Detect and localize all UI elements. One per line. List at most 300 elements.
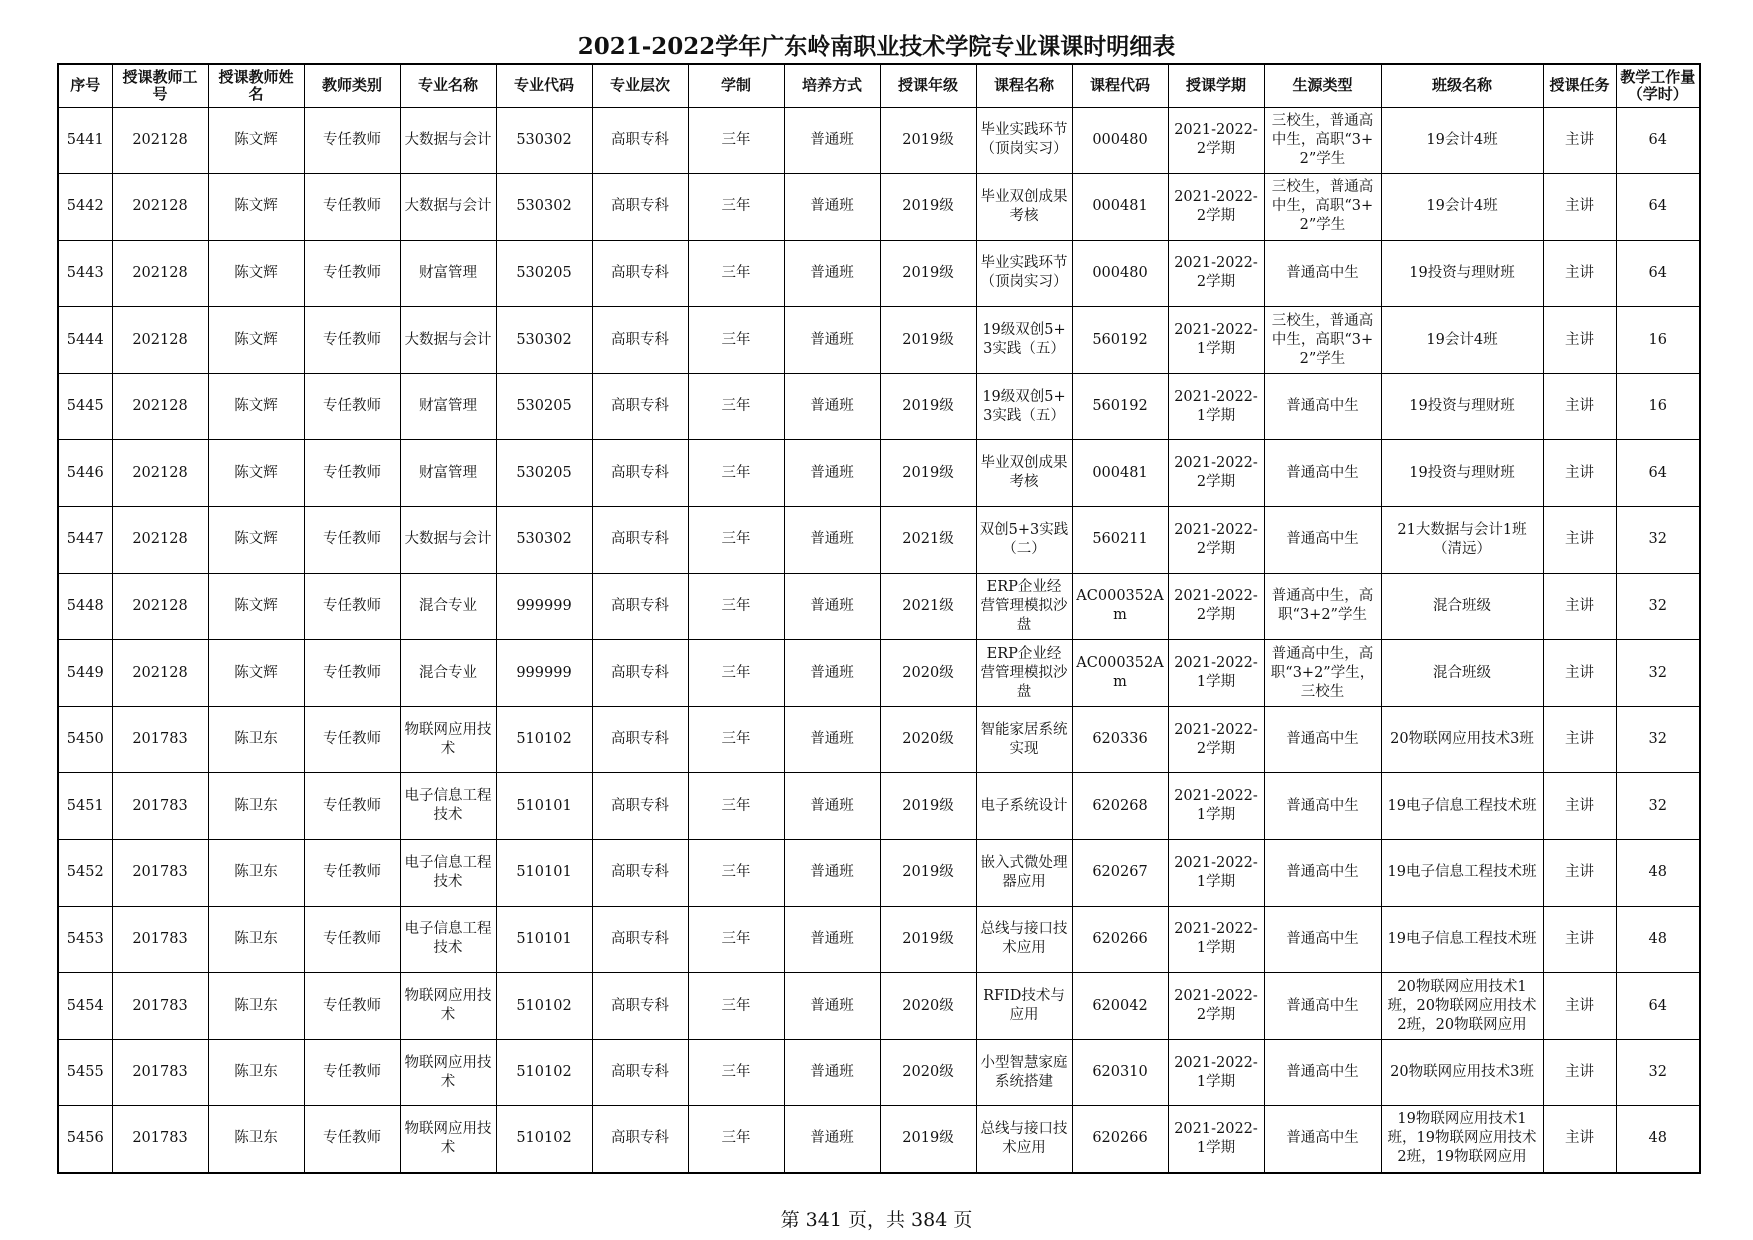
table-cell bbox=[1381, 240, 1543, 307]
table-cell bbox=[592, 906, 688, 973]
table-cell bbox=[784, 840, 880, 907]
table-cell bbox=[1381, 107, 1543, 174]
table-cell bbox=[1264, 107, 1381, 174]
cell-text: 专任教师 bbox=[323, 997, 381, 1014]
table-cell bbox=[400, 640, 496, 707]
table-cell bbox=[880, 507, 976, 574]
table-cell bbox=[1616, 1039, 1700, 1106]
table-cell bbox=[1168, 507, 1264, 574]
table-cell bbox=[592, 307, 688, 374]
cell-text: 物联网应用技术 bbox=[404, 988, 492, 1024]
cell-text: 高职专科 bbox=[611, 997, 669, 1014]
table-cell bbox=[976, 573, 1072, 640]
table-cell bbox=[880, 1039, 976, 1106]
cell-text: 物联网应用技术 bbox=[404, 721, 492, 757]
table-cell bbox=[1616, 706, 1700, 773]
column-header: 生源类型 bbox=[1264, 64, 1381, 107]
table-cell bbox=[58, 773, 112, 840]
table-cell bbox=[58, 840, 112, 907]
table-cell bbox=[1168, 307, 1264, 374]
table-cell bbox=[1381, 1039, 1543, 1106]
table-cell bbox=[1381, 640, 1543, 707]
cell-text: 智能家居系统实现 bbox=[980, 721, 1068, 757]
table-row bbox=[58, 1039, 1700, 1106]
table-cell bbox=[58, 706, 112, 773]
column-header: 授课任务 bbox=[1543, 64, 1616, 107]
table-cell bbox=[1381, 706, 1543, 773]
table-cell bbox=[976, 440, 1072, 507]
cell-text: 陈卫东 bbox=[234, 731, 278, 748]
cell-text: 510102 bbox=[516, 997, 572, 1014]
cell-text: 主讲 bbox=[1565, 1064, 1594, 1081]
table-cell bbox=[1543, 706, 1616, 773]
table-cell bbox=[208, 840, 304, 907]
cell-text: 普通班 bbox=[810, 930, 854, 947]
cell-text: 999999 bbox=[516, 597, 572, 614]
cell-text: 主讲 bbox=[1565, 131, 1594, 148]
table-cell bbox=[496, 1039, 592, 1106]
cell-text: 620268 bbox=[1092, 797, 1148, 814]
cell-text: 专任教师 bbox=[323, 131, 381, 148]
table-cell bbox=[112, 107, 208, 174]
table-cell bbox=[1072, 174, 1168, 241]
table-cell bbox=[880, 107, 976, 174]
table-cell bbox=[1072, 1039, 1168, 1106]
table-cell bbox=[1543, 107, 1616, 174]
cell-text: 201783 bbox=[132, 797, 188, 814]
cell-text: 201783 bbox=[132, 930, 188, 947]
cell-text: 主讲 bbox=[1565, 997, 1594, 1014]
cell-text: 32 bbox=[1648, 731, 1667, 748]
table-cell bbox=[1072, 706, 1168, 773]
table-cell bbox=[208, 773, 304, 840]
cell-text: 000480 bbox=[1092, 131, 1148, 148]
table-cell bbox=[1381, 840, 1543, 907]
table-cell bbox=[688, 640, 784, 707]
cell-text: 小型智慧家庭系统搭建 bbox=[980, 1054, 1068, 1090]
cell-text: 高职专科 bbox=[611, 198, 669, 215]
cell-text: 陈文辉 bbox=[234, 664, 278, 681]
cell-text: 64 bbox=[1648, 464, 1667, 481]
cell-text: 202128 bbox=[132, 398, 188, 415]
cell-text: 三年 bbox=[721, 797, 751, 814]
table-cell bbox=[496, 307, 592, 374]
table-cell bbox=[784, 706, 880, 773]
table-cell bbox=[496, 840, 592, 907]
cell-text: 三年 bbox=[721, 1130, 751, 1147]
table-cell bbox=[1168, 1039, 1264, 1106]
table-cell bbox=[304, 307, 400, 374]
cell-text: 普通班 bbox=[810, 997, 854, 1014]
table-cell bbox=[208, 307, 304, 374]
cell-text: 2019级 bbox=[902, 1130, 954, 1147]
table-cell bbox=[1168, 240, 1264, 307]
cell-text: 普通班 bbox=[810, 1130, 854, 1147]
cell-text: 64 bbox=[1648, 198, 1667, 215]
cell-text: 普通高中生 bbox=[1286, 398, 1359, 415]
cell-text: 普通班 bbox=[810, 1064, 854, 1081]
table-cell bbox=[400, 1039, 496, 1106]
cell-text: 财富管理 bbox=[419, 464, 477, 481]
cell-text: 主讲 bbox=[1565, 930, 1594, 947]
table-cell bbox=[58, 440, 112, 507]
cell-text: AC000352Am bbox=[1076, 588, 1164, 624]
table-cell bbox=[112, 373, 208, 440]
table-cell bbox=[592, 973, 688, 1040]
table-cell bbox=[688, 1106, 784, 1173]
cell-text: 三年 bbox=[721, 664, 751, 681]
column-header: 学制 bbox=[688, 64, 784, 107]
cell-text: ERP企业经营管理模拟沙盘 bbox=[980, 578, 1068, 633]
table-cell bbox=[880, 240, 976, 307]
cell-text: 陈文辉 bbox=[234, 331, 278, 348]
cell-text: 2021-2022-2学期 bbox=[1174, 588, 1258, 624]
table-cell bbox=[592, 373, 688, 440]
cell-text: 主讲 bbox=[1565, 731, 1594, 748]
table-cell bbox=[400, 773, 496, 840]
cell-text: 电子信息工程技术 bbox=[404, 788, 492, 824]
table-cell bbox=[880, 1106, 976, 1173]
cell-text: 2019级 bbox=[902, 264, 954, 281]
cell-text: 高职专科 bbox=[611, 664, 669, 681]
table-cell bbox=[976, 373, 1072, 440]
table-cell bbox=[1168, 573, 1264, 640]
table-cell bbox=[1543, 373, 1616, 440]
table-cell bbox=[496, 973, 592, 1040]
cell-text: 普通高中生 bbox=[1286, 1064, 1359, 1081]
cell-text: 主讲 bbox=[1565, 198, 1594, 215]
table-cell bbox=[1168, 373, 1264, 440]
cell-text: 陈文辉 bbox=[234, 264, 278, 281]
page-title: 2021-2022学年广东岭南职业技术学院专业课课时明细表 bbox=[577, 33, 1176, 60]
table-cell bbox=[58, 307, 112, 374]
table-cell bbox=[496, 373, 592, 440]
cell-text: 专任教师 bbox=[323, 664, 381, 681]
cell-text: 510101 bbox=[516, 930, 572, 947]
cell-text: 三年 bbox=[721, 131, 751, 148]
table-cell bbox=[976, 906, 1072, 973]
cell-text: 三年 bbox=[721, 464, 751, 481]
cell-text: 560211 bbox=[1092, 531, 1148, 548]
cell-text: 三年 bbox=[721, 264, 751, 281]
table-cell bbox=[688, 773, 784, 840]
cell-text: 专任教师 bbox=[323, 331, 381, 348]
cell-text: 5454 bbox=[66, 997, 104, 1014]
table-cell bbox=[784, 373, 880, 440]
table-row bbox=[58, 507, 1700, 574]
cell-text: 201783 bbox=[132, 864, 188, 881]
cell-text: 32 bbox=[1648, 664, 1667, 681]
table-cell bbox=[304, 973, 400, 1040]
cell-text: 高职专科 bbox=[611, 331, 669, 348]
table-cell bbox=[208, 573, 304, 640]
table-cell bbox=[688, 1039, 784, 1106]
table-row bbox=[58, 440, 1700, 507]
cell-text: 2020级 bbox=[902, 1064, 954, 1081]
table-cell bbox=[976, 973, 1072, 1040]
cell-text: 三年 bbox=[721, 997, 751, 1014]
cell-text: 总线与接口技术应用 bbox=[980, 921, 1068, 957]
table-cell bbox=[1381, 373, 1543, 440]
table-cell bbox=[58, 507, 112, 574]
table-row bbox=[58, 840, 1700, 907]
column-header: 专业名称 bbox=[400, 64, 496, 107]
table-cell bbox=[880, 840, 976, 907]
cell-text: 5451 bbox=[66, 797, 104, 814]
cell-text: 5452 bbox=[66, 864, 104, 881]
table-cell bbox=[112, 174, 208, 241]
column-header: 班级名称 bbox=[1381, 64, 1543, 107]
cell-text: 混合班级 bbox=[1433, 664, 1491, 681]
table-cell bbox=[976, 706, 1072, 773]
table-cell bbox=[1381, 307, 1543, 374]
table-cell bbox=[784, 507, 880, 574]
cell-text: 陈卫东 bbox=[234, 797, 278, 814]
cell-text: 20物联网应用技术1班，20物联网应用技术2班，20物联网应用 bbox=[1387, 978, 1537, 1033]
table-row bbox=[58, 307, 1700, 374]
cell-text: 202128 bbox=[132, 331, 188, 348]
cell-text: 2021-2022-2学期 bbox=[1174, 455, 1258, 491]
cell-text: 999999 bbox=[516, 664, 572, 681]
cell-text: 510102 bbox=[516, 1130, 572, 1147]
table-cell bbox=[880, 174, 976, 241]
cell-text: 2019级 bbox=[902, 398, 954, 415]
column-header: 教师类别 bbox=[304, 64, 400, 107]
course-hours-table bbox=[57, 63, 1701, 1174]
cell-text: 202128 bbox=[132, 597, 188, 614]
table-cell bbox=[784, 573, 880, 640]
table-row bbox=[58, 174, 1700, 241]
cell-text: 毕业实践环节（顶岗实习） bbox=[980, 255, 1068, 291]
cell-text: 财富管理 bbox=[419, 398, 477, 415]
cell-text: 000480 bbox=[1092, 264, 1148, 281]
cell-text: 专任教师 bbox=[323, 1064, 381, 1081]
cell-text: 620042 bbox=[1092, 997, 1148, 1014]
table-cell bbox=[1264, 573, 1381, 640]
table-cell bbox=[976, 107, 1072, 174]
cell-text: 专任教师 bbox=[323, 464, 381, 481]
table-cell bbox=[58, 373, 112, 440]
table-cell bbox=[592, 706, 688, 773]
cell-text: 普通班 bbox=[810, 131, 854, 148]
cell-text: 20物联网应用技术3班 bbox=[1390, 1064, 1534, 1081]
cell-text: 2021-2022-1学期 bbox=[1174, 854, 1258, 890]
table-cell bbox=[208, 373, 304, 440]
cell-text: 48 bbox=[1648, 864, 1667, 881]
cell-text: 2020级 bbox=[902, 997, 954, 1014]
table-cell bbox=[400, 307, 496, 374]
table-cell bbox=[304, 706, 400, 773]
table-cell bbox=[976, 773, 1072, 840]
table-cell bbox=[1072, 840, 1168, 907]
table-cell bbox=[112, 840, 208, 907]
cell-text: 32 bbox=[1648, 797, 1667, 814]
table-cell bbox=[1381, 973, 1543, 1040]
table-cell bbox=[58, 906, 112, 973]
table-cell bbox=[1264, 973, 1381, 1040]
cell-text: 主讲 bbox=[1565, 531, 1594, 548]
cell-text: 560192 bbox=[1092, 331, 1148, 348]
cell-text: 大数据与会计 bbox=[404, 531, 492, 548]
table-cell bbox=[208, 507, 304, 574]
cell-text: 19电子信息工程技术班 bbox=[1387, 864, 1537, 881]
cell-text: 高职专科 bbox=[611, 1064, 669, 1081]
table-cell bbox=[1072, 440, 1168, 507]
table-cell bbox=[400, 973, 496, 1040]
cell-text: 530302 bbox=[516, 131, 572, 148]
cell-text: 64 bbox=[1648, 264, 1667, 281]
table-cell bbox=[496, 240, 592, 307]
cell-text: 2019级 bbox=[902, 864, 954, 881]
table-cell bbox=[1616, 307, 1700, 374]
cell-text: 普通班 bbox=[810, 864, 854, 881]
cell-text: 2021-2022-1学期 bbox=[1174, 655, 1258, 691]
cell-text: 高职专科 bbox=[611, 464, 669, 481]
cell-text: 普通班 bbox=[810, 797, 854, 814]
table-cell bbox=[880, 773, 976, 840]
table-cell bbox=[1168, 840, 1264, 907]
cell-text: 陈文辉 bbox=[234, 464, 278, 481]
cell-text: 510101 bbox=[516, 797, 572, 814]
cell-text: 大数据与会计 bbox=[404, 131, 492, 148]
cell-text: 2021级 bbox=[902, 531, 954, 548]
table-cell bbox=[208, 706, 304, 773]
cell-text: 普通高中生，高职“3+2”学生，三校生 bbox=[1270, 645, 1375, 700]
table-cell bbox=[1072, 640, 1168, 707]
table-cell bbox=[784, 307, 880, 374]
cell-text: 三年 bbox=[721, 930, 751, 947]
table-cell bbox=[58, 573, 112, 640]
cell-text: 32 bbox=[1648, 597, 1667, 614]
table-cell bbox=[592, 840, 688, 907]
table-cell bbox=[400, 507, 496, 574]
cell-text: 普通高中生，高职“3+2”学生 bbox=[1271, 588, 1374, 624]
table-cell bbox=[1381, 1106, 1543, 1173]
table-cell bbox=[208, 1039, 304, 1106]
table-cell bbox=[112, 1039, 208, 1106]
table-cell bbox=[688, 973, 784, 1040]
cell-text: AC000352Am bbox=[1076, 655, 1164, 691]
table-cell bbox=[208, 1106, 304, 1173]
cell-text: 5455 bbox=[66, 1064, 104, 1081]
table-cell bbox=[1616, 906, 1700, 973]
table-cell bbox=[1543, 440, 1616, 507]
table-cell bbox=[1264, 906, 1381, 973]
cell-text: 普通班 bbox=[810, 398, 854, 415]
cell-text: 2020级 bbox=[902, 731, 954, 748]
table-cell bbox=[400, 573, 496, 640]
cell-text: 电子信息工程技术 bbox=[404, 854, 492, 890]
table-cell bbox=[688, 573, 784, 640]
table-cell bbox=[208, 440, 304, 507]
cell-text: 三年 bbox=[721, 331, 751, 348]
column-header: 授课年级 bbox=[880, 64, 976, 107]
table-cell bbox=[1168, 1106, 1264, 1173]
cell-text: 电子系统设计 bbox=[980, 797, 1068, 814]
cell-text: 202128 bbox=[132, 198, 188, 215]
cell-text: 普通班 bbox=[810, 531, 854, 548]
cell-text: 物联网应用技术 bbox=[404, 1120, 492, 1156]
table-cell bbox=[304, 373, 400, 440]
cell-text: 19电子信息工程技术班 bbox=[1387, 797, 1537, 814]
cell-text: 2021-2022-2学期 bbox=[1174, 721, 1258, 757]
cell-text: 高职专科 bbox=[611, 930, 669, 947]
table-cell bbox=[1381, 174, 1543, 241]
cell-text: 620266 bbox=[1092, 1130, 1148, 1147]
table-cell bbox=[496, 773, 592, 840]
cell-text: 2021-2022-1学期 bbox=[1174, 788, 1258, 824]
table-cell bbox=[1264, 240, 1381, 307]
table-cell bbox=[496, 573, 592, 640]
table-cell bbox=[112, 706, 208, 773]
table-cell bbox=[592, 1039, 688, 1106]
table-cell bbox=[1168, 640, 1264, 707]
cell-text: 620310 bbox=[1092, 1064, 1148, 1081]
table-cell bbox=[112, 507, 208, 574]
table-cell bbox=[112, 307, 208, 374]
cell-text: 19会计4班 bbox=[1426, 198, 1498, 215]
cell-text: 普通高中生 bbox=[1286, 864, 1359, 881]
cell-text: 620336 bbox=[1092, 731, 1148, 748]
table-cell bbox=[1543, 1106, 1616, 1173]
cell-text: 三年 bbox=[721, 731, 751, 748]
table-cell bbox=[1168, 773, 1264, 840]
cell-text: 主讲 bbox=[1565, 464, 1594, 481]
cell-text: 510102 bbox=[516, 731, 572, 748]
cell-text: 高职专科 bbox=[611, 597, 669, 614]
table-cell bbox=[688, 174, 784, 241]
table-cell bbox=[58, 973, 112, 1040]
cell-text: 普通班 bbox=[810, 464, 854, 481]
table-cell bbox=[1072, 507, 1168, 574]
cell-text: 毕业双创成果考核 bbox=[980, 188, 1068, 224]
table-cell bbox=[1543, 1039, 1616, 1106]
cell-text: 000481 bbox=[1092, 198, 1148, 215]
cell-text: 三校生，普通高中生，高职“3+2”学生 bbox=[1271, 312, 1374, 367]
cell-text: 2019级 bbox=[902, 930, 954, 947]
table-cell bbox=[976, 240, 1072, 307]
table-cell bbox=[1264, 773, 1381, 840]
table-cell bbox=[784, 240, 880, 307]
cell-text: 19级双创5+3实践（五） bbox=[982, 322, 1066, 358]
table-cell bbox=[496, 906, 592, 973]
cell-text: 普通高中生 bbox=[1286, 464, 1359, 481]
cell-text: 530302 bbox=[516, 331, 572, 348]
cell-text: 19会计4班 bbox=[1426, 131, 1498, 148]
cell-text: ERP企业经营管理模拟沙盘 bbox=[980, 645, 1068, 700]
cell-text: 主讲 bbox=[1565, 597, 1594, 614]
table-cell bbox=[1616, 240, 1700, 307]
table-cell bbox=[58, 1039, 112, 1106]
table-cell bbox=[592, 507, 688, 574]
cell-text: 大数据与会计 bbox=[404, 198, 492, 215]
table-cell bbox=[1543, 507, 1616, 574]
table-cell bbox=[880, 373, 976, 440]
table-cell bbox=[1543, 640, 1616, 707]
table-cell bbox=[880, 307, 976, 374]
table-cell bbox=[592, 240, 688, 307]
table-cell bbox=[400, 440, 496, 507]
cell-text: 专任教师 bbox=[323, 398, 381, 415]
cell-text: 三年 bbox=[721, 198, 751, 215]
cell-text: 陈卫东 bbox=[234, 864, 278, 881]
cell-text: 5447 bbox=[66, 531, 104, 548]
table-cell bbox=[1264, 1106, 1381, 1173]
table-cell bbox=[1616, 440, 1700, 507]
table-row bbox=[58, 373, 1700, 440]
table-cell bbox=[688, 440, 784, 507]
cell-text: 16 bbox=[1648, 398, 1667, 415]
